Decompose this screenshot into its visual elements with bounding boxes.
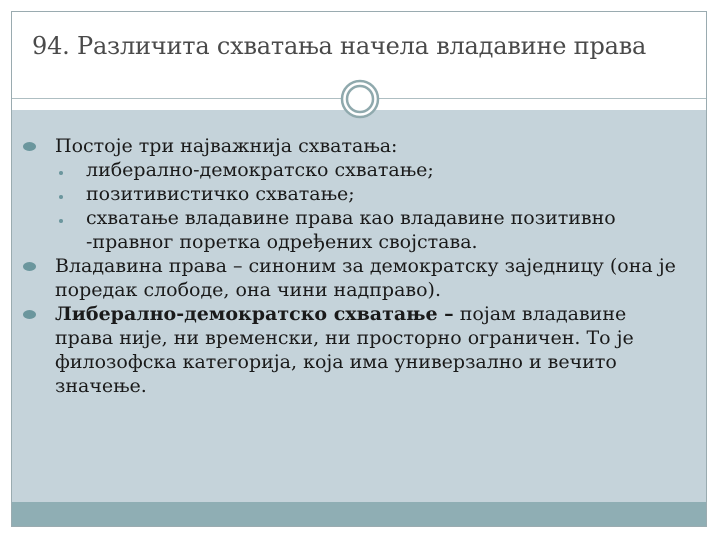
sub-bullet-text: позитивистичко схватање; [86, 183, 355, 205]
footer-bar [12, 502, 706, 527]
bullet-icon [23, 310, 36, 319]
bullet-text: Постоје три најважнија схватања: [55, 135, 398, 157]
bullet-item [20, 302, 680, 398]
sub-bullet-item [20, 206, 680, 254]
bullet-text: појам владавине права није, ни временски, ни просторно ограничен. То је филозофска категорија, која има универзално и вечито значење. [55, 303, 634, 397]
bullet-text: Владавина права – синоним за демократску заједницу (она је поредак слободе, она чини надправо). [55, 255, 676, 301]
bullet-item [20, 254, 680, 302]
bullet-list [20, 134, 680, 398]
sub-bullet-text: либерално-демократско схватање; [86, 159, 434, 181]
sub-bullet-icon [59, 219, 63, 223]
slide-title: 94. Различита схватања начела владавине права [32, 32, 647, 60]
sub-bullet-item [20, 182, 680, 206]
sub-bullet-icon [59, 171, 63, 175]
bullet-icon [23, 142, 36, 151]
ring-icon [340, 79, 380, 119]
bullet-icon [23, 262, 36, 271]
bullet-item [20, 134, 680, 158]
bullet-bold-text: Либерално-демократско схватање – [55, 303, 454, 325]
sub-bullet-text: схватање владавине права као владавине позитивно -правног поретка одређених својстава. [86, 207, 616, 253]
sub-bullet-item [20, 158, 680, 182]
sub-bullet-icon [59, 195, 63, 199]
